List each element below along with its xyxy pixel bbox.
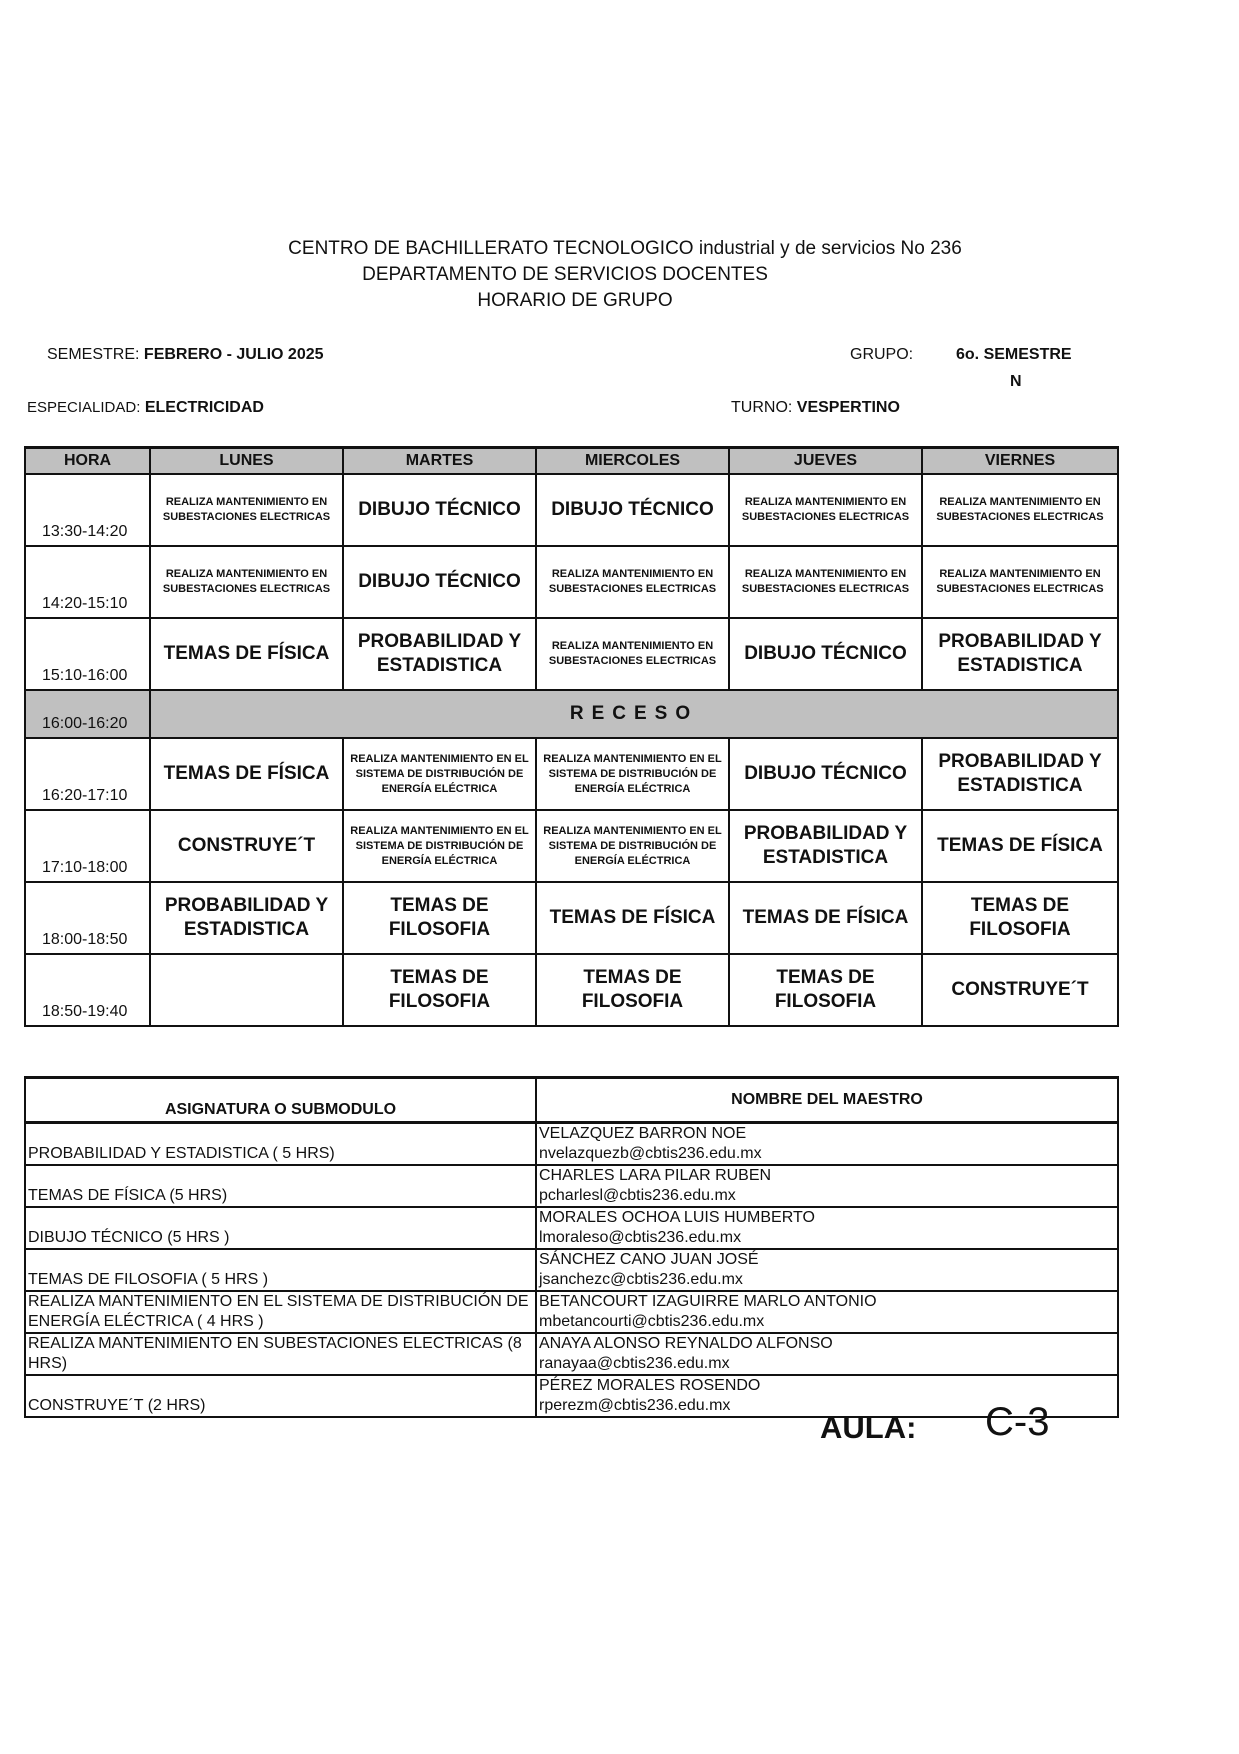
time-cell: [25, 738, 150, 810]
schedule-header-row: [25, 448, 1118, 475]
class-cell: CONSTRUYE´T: [922, 954, 1118, 1026]
teacher-row: [25, 1333, 1118, 1375]
group-letter-text: N: [1010, 373, 1022, 390]
header-hora: HORA: [25, 448, 150, 475]
class-cell: DIBUJO TÉCNICO: [343, 546, 536, 618]
class-cell: TEMAS DE FILOSOFIA: [729, 954, 922, 1026]
class-cell: TEMAS DE FÍSICA: [150, 738, 343, 810]
class-cell: [150, 954, 343, 1026]
class-cell: REALIZA MANTENIMIENTO EN SUBESTACIONES ELECTRICAS: [922, 474, 1118, 546]
schedule-table: [24, 446, 1119, 1027]
teacher-email: jsanchezc@cbtis236.edu.mx: [539, 1271, 743, 1288]
teacher-email: mbetancourti@cbtis236.edu.mx: [539, 1313, 765, 1330]
teacher-email: pcharlesl@cbtis236.edu.mx: [539, 1187, 736, 1204]
class-cell: REALIZA MANTENIMIENTO EN SUBESTACIONES ELECTRICAS: [150, 474, 343, 546]
teacher-cell: [536, 1291, 1118, 1333]
teacher-cell: [536, 1165, 1118, 1207]
teacher-column-header: NOMBRE DEL MAESTRO: [536, 1078, 1118, 1123]
semester-label: SEMESTRE:: [47, 346, 140, 363]
class-cell: REALIZA MANTENIMIENTO EN SUBESTACIONES ELECTRICAS: [729, 474, 922, 546]
specialty-label: ESPECIALIDAD:: [27, 399, 141, 416]
teacher-email: ranayaa@cbtis236.edu.mx: [539, 1355, 730, 1372]
class-cell: REALIZA MANTENIMIENTO EN EL SISTEMA DE DISTRIBUCIÓN DE ENERGÍA ELÉCTRICA: [343, 738, 536, 810]
teacher-email: nvelazquezb@cbtis236.edu.mx: [539, 1145, 762, 1162]
subject-column-header: ASIGNATURA O SUBMODULO: [25, 1078, 536, 1123]
teacher-name: MORALES OCHOA LUIS HUMBERTO: [539, 1209, 815, 1226]
break-label: RECESO: [150, 690, 1118, 738]
subject-cell: REALIZA MANTENIMIENTO EN SUBESTACIONES ELECTRICAS (8 HRS): [25, 1333, 536, 1375]
classroom-value: C-3: [985, 1400, 1050, 1444]
group-letter: [1010, 373, 1022, 391]
time-cell: [25, 546, 150, 618]
teacher-name: VELAZQUEZ BARRON NOE: [539, 1125, 747, 1142]
class-cell: REALIZA MANTENIMIENTO EN SUBESTACIONES ELECTRICAS: [922, 546, 1118, 618]
teachers-table: [24, 1076, 1119, 1418]
class-cell: REALIZA MANTENIMIENTO EN EL SISTEMA DE DISTRIBUCIÓN DE ENERGÍA ELÉCTRICA: [536, 738, 729, 810]
group-value-text: 6o. SEMESTRE: [956, 346, 1072, 363]
class-cell: TEMAS DE FILOSOFIA: [343, 882, 536, 954]
teacher-name: PÉREZ MORALES ROSENDO: [539, 1377, 761, 1394]
break-row: [25, 690, 1118, 738]
group-value: [956, 346, 1072, 364]
time-label: 13:30-14:20: [42, 523, 128, 540]
teacher-name: CHARLES LARA PILAR RUBEN: [539, 1167, 772, 1184]
teacher-row: [25, 1375, 1118, 1417]
subject-cell: PROBABILIDAD Y ESTADISTICA ( 5 HRS): [25, 1123, 536, 1166]
teacher-row: [25, 1249, 1118, 1291]
time-cell: [25, 882, 150, 954]
department-name: DEPARTAMENTO DE SERVICIOS DOCENTES: [362, 264, 768, 285]
document-title: HORARIO DE GRUPO: [477, 290, 673, 311]
specialty-value: ELECTRICIDAD: [144, 399, 264, 416]
semester-info: [47, 346, 324, 364]
schedule-row: [25, 618, 1118, 690]
teacher-cell: [536, 1207, 1118, 1249]
class-cell: PROBABILIDAD Y ESTADISTICA: [922, 738, 1118, 810]
header-viernes: VIERNES: [922, 448, 1118, 475]
class-cell: TEMAS DE FÍSICA: [536, 882, 729, 954]
class-cell: DIBUJO TÉCNICO: [729, 618, 922, 690]
class-cell: CONSTRUYE´T: [150, 810, 343, 882]
time-label: 17:10-18:00: [42, 859, 128, 876]
header-martes: MARTES: [343, 448, 536, 475]
teacher-row: [25, 1207, 1118, 1249]
teacher-email: lmoraleso@cbtis236.edu.mx: [539, 1229, 742, 1246]
class-cell: PROBABILIDAD Y ESTADISTICA: [922, 618, 1118, 690]
time-cell: [25, 954, 150, 1026]
time-label: 14:20-15:10: [42, 595, 128, 612]
teacher-cell: [536, 1249, 1118, 1291]
schedule-row: [25, 810, 1118, 882]
time-label: 18:50-19:40: [42, 1003, 128, 1020]
class-cell: DIBUJO TÉCNICO: [536, 474, 729, 546]
class-cell: TEMAS DE FÍSICA: [922, 810, 1118, 882]
shift-info: [731, 399, 900, 417]
class-cell: DIBUJO TÉCNICO: [343, 474, 536, 546]
classroom-label: AULA:: [820, 1410, 917, 1445]
header-lunes: LUNES: [150, 448, 343, 475]
teachers-header-row: [25, 1078, 1118, 1123]
class-cell: TEMAS DE FILOSOFIA: [922, 882, 1118, 954]
subject-cell: CONSTRUYE´T (2 HRS): [25, 1375, 536, 1417]
time-cell: [25, 690, 150, 738]
class-cell: REALIZA MANTENIMIENTO EN SUBESTACIONES ELECTRICAS: [150, 546, 343, 618]
teacher-email: rperezm@cbtis236.edu.mx: [539, 1397, 731, 1414]
time-label: 15:10-16:00: [42, 667, 128, 684]
class-cell: REALIZA MANTENIMIENTO EN SUBESTACIONES ELECTRICAS: [536, 618, 729, 690]
teacher-cell: [536, 1333, 1118, 1375]
shift-value: VESPERTINO: [796, 399, 900, 416]
schedule-row: [25, 738, 1118, 810]
subject-cell: REALIZA MANTENIMIENTO EN EL SISTEMA DE DISTRIBUCIÓN DE ENERGÍA ELÉCTRICA ( 4 HRS ): [25, 1291, 536, 1333]
class-cell: REALIZA MANTENIMIENTO EN EL SISTEMA DE DISTRIBUCIÓN DE ENERGÍA ELÉCTRICA: [343, 810, 536, 882]
subject-cell: DIBUJO TÉCNICO (5 HRS ): [25, 1207, 536, 1249]
class-cell: REALIZA MANTENIMIENTO EN EL SISTEMA DE DISTRIBUCIÓN DE ENERGÍA ELÉCTRICA: [536, 810, 729, 882]
subject-cell: TEMAS DE FILOSOFIA ( 5 HRS ): [25, 1249, 536, 1291]
specialty-info: [27, 399, 264, 417]
document-header: [0, 236, 1130, 314]
class-cell: TEMAS DE FILOSOFIA: [536, 954, 729, 1026]
time-label: 16:00-16:20: [42, 715, 128, 732]
time-cell: [25, 810, 150, 882]
schedule-row: [25, 954, 1118, 1026]
semester-value: FEBRERO - JULIO 2025: [143, 346, 324, 363]
teacher-name: SÁNCHEZ CANO JUAN JOSÉ: [539, 1251, 759, 1268]
class-cell: TEMAS DE FÍSICA: [729, 882, 922, 954]
class-cell: REALIZA MANTENIMIENTO EN SUBESTACIONES ELECTRICAS: [729, 546, 922, 618]
class-cell: PROBABILIDAD Y ESTADISTICA: [150, 882, 343, 954]
teacher-row: [25, 1165, 1118, 1207]
time-label: 16:20-17:10: [42, 787, 128, 804]
teacher-row: [25, 1123, 1118, 1166]
header-jueves: JUEVES: [729, 448, 922, 475]
class-cell: REALIZA MANTENIMIENTO EN SUBESTACIONES ELECTRICAS: [536, 546, 729, 618]
time-cell: [25, 618, 150, 690]
teacher-row: [25, 1291, 1118, 1333]
time-label: 18:00-18:50: [42, 931, 128, 948]
group-label: GRUPO:: [850, 346, 914, 363]
class-cell: DIBUJO TÉCNICO: [729, 738, 922, 810]
school-name: CENTRO DE BACHILLERATO TECNOLOGICO industrial y de servicios No 236: [288, 238, 962, 259]
class-cell: PROBABILIDAD Y ESTADISTICA: [729, 810, 922, 882]
subject-cell: TEMAS DE FÍSICA (5 HRS): [25, 1165, 536, 1207]
schedule-row: [25, 474, 1118, 546]
class-cell: TEMAS DE FÍSICA: [150, 618, 343, 690]
schedule-row: [25, 882, 1118, 954]
teacher-cell: [536, 1123, 1118, 1166]
shift-label: TURNO:: [731, 399, 793, 416]
time-cell: [25, 474, 150, 546]
teacher-name: ANAYA ALONSO REYNALDO ALFONSO: [539, 1335, 833, 1352]
class-cell: PROBABILIDAD Y ESTADISTICA: [343, 618, 536, 690]
header-miercoles: MIERCOLES: [536, 448, 729, 475]
class-cell: TEMAS DE FILOSOFIA: [343, 954, 536, 1026]
schedule-row: [25, 546, 1118, 618]
teacher-name: BETANCOURT IZAGUIRRE MARLO ANTONIO: [539, 1293, 877, 1310]
